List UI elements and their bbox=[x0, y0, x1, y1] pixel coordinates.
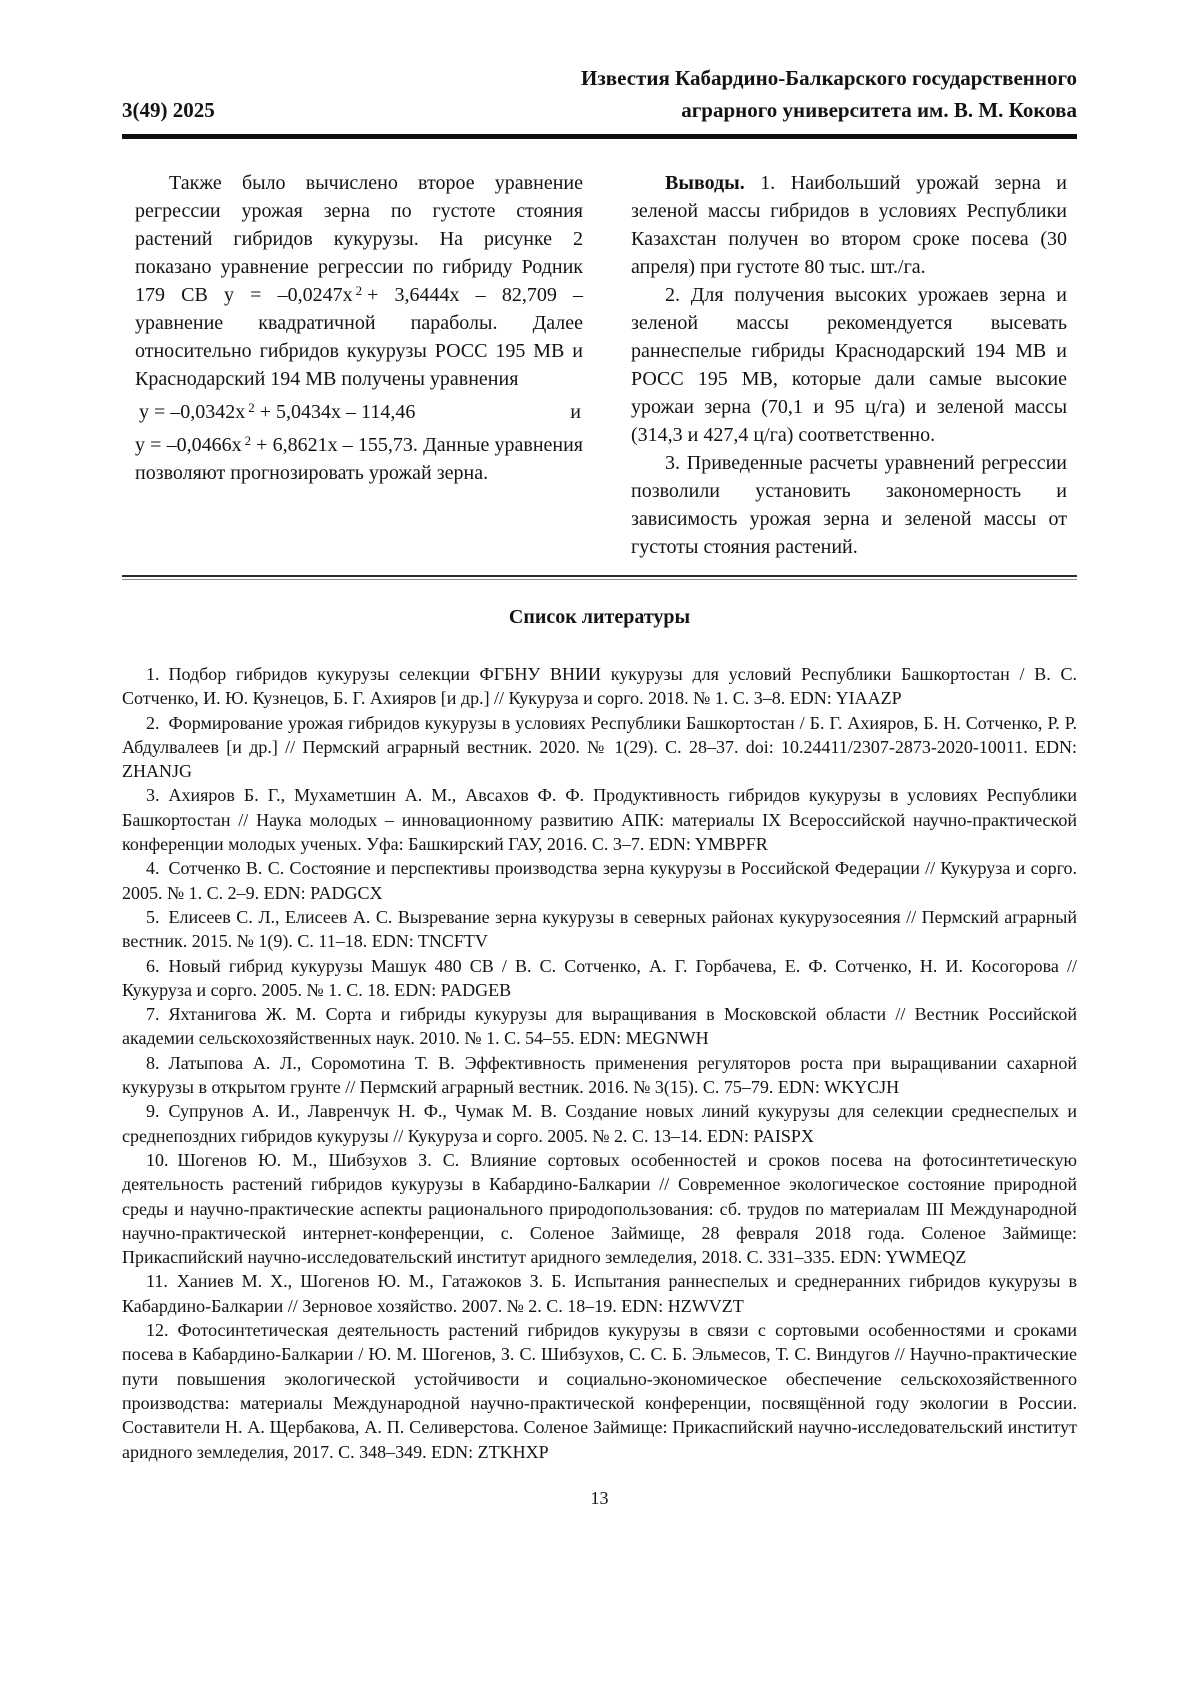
section-divider bbox=[122, 575, 1077, 580]
reference-text: Подбор гибридов кукурузы селекции ФГБНУ ВНИИ кукурузы для условий Республики Башкортостан / В. С. Сотченко, И. Ю. Кузнецов, Б. Г. Ахияров [и др.] // Кукуруза и сорго. 2018. № 1. С. 3–8. EDN: YIAAZP bbox=[122, 664, 1077, 709]
conclusion-text: 2. Для получения высоких урожаев зерна и зеленой массы рекомендуется высевать раннеспелые гибриды Краснодарский 194 МВ и РОСС 195 МВ, которые дали самые высокие урожаи зерна (70,1 и 95 ц/га) и зеленой массы (314,3 и 427,4 ц/га) соответственно. bbox=[631, 284, 1067, 446]
article-columns bbox=[122, 169, 1077, 561]
conclusions-paragraph-3 bbox=[631, 449, 1067, 561]
reference-item bbox=[122, 1002, 1077, 1051]
reference-item bbox=[122, 1318, 1077, 1464]
reference-number: 3. bbox=[146, 785, 160, 806]
left-column bbox=[135, 169, 583, 561]
equation-text: y = –0,0466x bbox=[135, 434, 242, 456]
reference-number: 12. bbox=[146, 1320, 169, 1341]
reference-text: Елисеев С. Л., Елисеев А. С. Вызревание зерна кукурузы в северных районах кукурузосеяния // Пермский аграрный вестник. 2015. № 1(9). С. 11–18. EDN: TNCFTV bbox=[122, 906, 1077, 952]
reference-text: Яхтанигова Ж. М. Сорта и гибриды кукурузы для выращивания в Московской области // Вестник Российской академии сельскохозяйственных наук. 2010. № 1. С. 54–55. EDN: MEGNWH bbox=[122, 1004, 1077, 1049]
paragraph-forecast bbox=[135, 431, 583, 487]
reference-item bbox=[122, 1269, 1077, 1318]
reference-text: Ахияров Б. Г., Мухаметшин А. М., Авсахов Ф. Ф. Продуктивность гибридов кукурузы в условиях Республики Башкортостан // Наука молодых – инновационному развитию АПК: материалы IX Всероссийской научно-практической конференции молодых ученых. Уфа: Башкирский ГАУ, 2016. С. 3–7. EDN: YMBPFR bbox=[122, 785, 1077, 855]
page-number: 13 bbox=[590, 1487, 609, 1508]
reference-number: 9. bbox=[146, 1101, 160, 1122]
reference-text: Латыпова А. Л., Соромотина Т. В. Эффективность применения регуляторов роста при выращивании сахарной кукурузы в открытом грунте // Пермский аграрный вестник. 2016. № 3(15). С. 75–79. EDN: WKYCJH bbox=[122, 1052, 1077, 1098]
journal-title-line2: аграрного университета им. В. М. Кокова bbox=[681, 98, 1077, 122]
reference-number: 4. bbox=[146, 858, 160, 879]
references-list bbox=[122, 662, 1077, 1464]
paragraph-regression bbox=[135, 169, 583, 393]
equation-rodnik bbox=[224, 284, 557, 306]
reference-item bbox=[122, 905, 1077, 954]
conjunction-text: и bbox=[570, 401, 581, 423]
equation-ross bbox=[139, 398, 415, 426]
reference-item bbox=[122, 954, 1077, 1003]
equation-text: y = –0,0342x bbox=[139, 401, 246, 423]
right-column bbox=[631, 169, 1067, 561]
reference-text: Ханиев М. Х., Шогенов Ю. М., Гатажоков З. Б. Испытания раннеспелых и среднеранних гибридов кукурузы в Кабардино-Балкарии // Зерновое хозяйство. 2007. № 2. С. 18–19. EDN: HZWVZT bbox=[122, 1271, 1077, 1316]
reference-number: 8. bbox=[146, 1052, 160, 1073]
issue-number: 3(49) 2025 bbox=[122, 98, 215, 122]
equation-ross-row bbox=[135, 396, 583, 428]
reference-text: Фотосинтетическая деятельность растений гибридов кукурузы в связи с сортовыми особенностями и сроками посева в Кабардино-Балкарии / Ю. М. Шогенов, З. С. Шибзухов, С. С. Б. Эльмесов, Т. С. Виндугов // Научно-практические пути повышения экологической устойчивости и социально-экономическое обеспечение сельскохозяйственного производства: материалы Международной научно-практической конференции, посвящённой году экологии в России. Составители Н. А. Щербакова, А. П. Селиверстова. Соленое Займище: Прикаспийский научно-исследовательский институт аридного земледелия, 2017. С. 348–349. EDN: ZTKHXP bbox=[122, 1320, 1077, 1462]
reference-item bbox=[122, 662, 1077, 711]
equation-krasnodarsky bbox=[135, 434, 418, 456]
journal-title bbox=[581, 62, 1077, 126]
conclusions-paragraph-1 bbox=[631, 169, 1067, 281]
reference-item bbox=[122, 1148, 1077, 1269]
reference-item bbox=[122, 856, 1077, 905]
reference-number: 5. bbox=[146, 906, 160, 927]
reference-item bbox=[122, 1051, 1077, 1100]
reference-number: 2. bbox=[146, 712, 160, 733]
paragraph-text: Данные уравнения позволяют прогнозировать урожай зерна. bbox=[135, 434, 584, 484]
reference-item bbox=[122, 783, 1077, 856]
reference-number: 10. bbox=[146, 1149, 169, 1170]
journal-header bbox=[122, 62, 1077, 126]
equation-text: + 3,6444x – 82,709 bbox=[367, 284, 557, 306]
reference-item bbox=[122, 1099, 1077, 1148]
reference-text: Новый гибрид кукурузы Машук 480 СВ / В. С. Сотченко, А. Г. Горбачева, Е. Ф. Сотченко, Н. И. Косогорова // Кукуруза и сорго. 2005. № 1. С. 18. EDN: PADGEB bbox=[122, 955, 1077, 1000]
reference-number: 6. bbox=[146, 955, 160, 976]
reference-number: 1. bbox=[146, 664, 160, 684]
equation-text: y = –0,0247x bbox=[224, 284, 353, 306]
paragraph-text: – уравнение квадратичной параболы. Далее относительно гибридов кукурузы РОСС 195 МВ и Краснодарский 194 МВ получены уравнения bbox=[135, 284, 583, 390]
conclusion-text: 3. Приведенные расчеты уравнений регрессии позволили установить закономерность и зависимость урожая зерна и зеленой массы от густоты стояния растений. bbox=[631, 452, 1067, 558]
equation-superscript: 2 bbox=[355, 283, 363, 298]
paragraph-text: Также было вычислено второе уравнение регрессии урожая зерна по густоте стояния растений гибридов кукурузы. На рисунке 2 показано уравнение регрессии по гибриду Родник 179 СВ bbox=[135, 172, 583, 306]
reference-item bbox=[122, 711, 1077, 784]
header-rule bbox=[122, 134, 1077, 139]
reference-number: 11. bbox=[146, 1271, 168, 1292]
reference-text: Супрунов А. И., Лавренчук Н. Ф., Чумак М. В. Создание новых линий кукурузы для селекции среднеспелых и среднепоздних гибридов кукурузы // Кукуруза и сорго. 2005. № 2. С. 13–14. EDN: PAISPX bbox=[122, 1101, 1077, 1146]
equation-text: + 6,8621x – 155,73. bbox=[256, 434, 418, 456]
equation-text: + 5,0434x – 114,46 bbox=[259, 401, 416, 423]
reference-text: Сотченко В. С. Состояние и перспективы производства зерна кукурузы в Российской Федерации // Кукуруза и сорго. 2005. № 1. С. 2–9. EDN: PADGCX bbox=[122, 858, 1077, 903]
equation-superscript: 2 bbox=[248, 400, 255, 415]
equation-superscript: 2 bbox=[244, 433, 252, 448]
conclusion-text: 1. Наибольший урожай зерна и зеленой массы гибридов в условиях Республики Казахстан получен во втором сроке посева (30 апреля) при густоте 80 тыс. шт./га. bbox=[631, 172, 1067, 278]
conclusions-paragraph-2 bbox=[631, 281, 1067, 449]
conclusions-label: Выводы. bbox=[665, 172, 745, 194]
reference-number: 7. bbox=[146, 1004, 160, 1025]
reference-text: Формирование урожая гибридов кукурузы в условиях Республики Башкортостан / Б. Г. Ахияров, Б. Н. Сотченко, Р. Р. Абдулвалеев [и др.] // Пермский аграрный вестник. 2020. № 1(29). С. 28–37. doi: 10.24411/2307-2873-2020-10011. EDN: ZHANJG bbox=[122, 712, 1077, 782]
references-heading: Список литературы bbox=[508, 606, 691, 628]
journal-title-line1: Известия Кабардино-Балкарского государственного bbox=[581, 66, 1077, 90]
reference-text: Шогенов Ю. М., Шибзухов З. С. Влияние сортовых особенностей и сроков посева на фотосинтетическую деятельность растений гибридов кукурузы в Кабардино-Балкарии // Современное экологическое состояние природной среды и научно-практические аспекты рационального природопользования: сб. трудов по материалам III Международной научно-практической интернет-конференции, с. Соленое Займище, 28 февраля 2018 года. Соленое Займище: Прикаспийский научно-исследовательский институт аридного земледелия, 2018. С. 331–335. EDN: YWMEQZ bbox=[122, 1149, 1077, 1268]
